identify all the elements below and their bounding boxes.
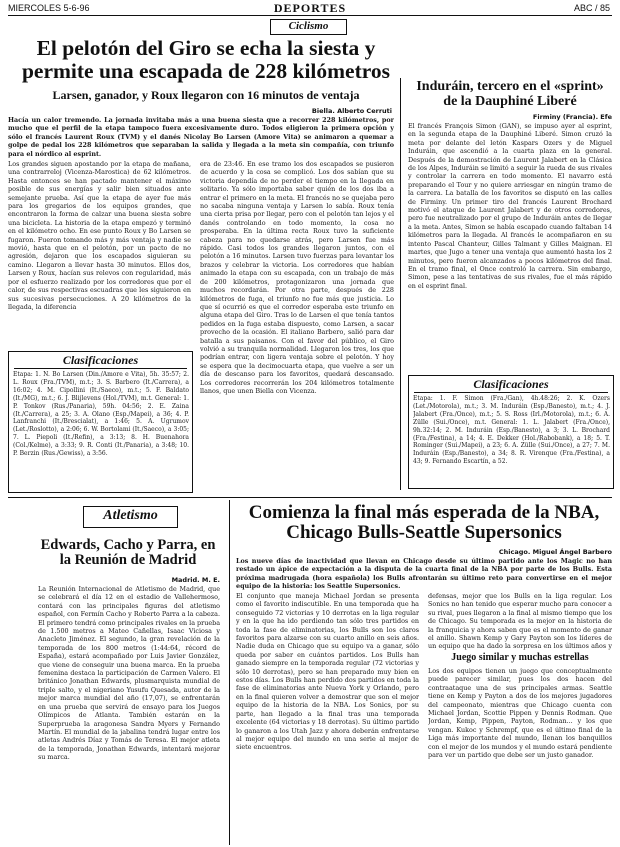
header-section: DEPORTES [273,1,347,15]
nba-col2b: Los dos equipos tienen un juego que conceptualmente puede parecer similar, pues los dos hacen del contraataque una de sus principales armas. Seattle tiene en Kemp y Payton a dos de los mejores jugadores del campeonato, mientras que Chicago cuenta con Michael Jordan, Scottie Pippen y Dennis Rodman. Que Jordan, Kemp, Pippen, Payton, Rodman... y los que vengan. Kukoc y Schrempf, que es el último final de la Liga más importante del mundo, llenan los banquillos con el mejor de los mundos y el mundo estará pendiente para ver un partido que debe ser un justo ganador. [428,667,612,760]
ciclismo-headline: El pelotón del Giro se echa la siesta y permite una escapada de 228 kilómetros [21,36,391,83]
ciclismo-classif-title: Clasificaciones [62,353,139,367]
indurain-body: El francés François Simon (GAN), se impuso ayer al esprint, en la segunda etapa de la Dauphiné Liberé. Simon cruzó la meta por delante del letón Kaspars Ozers y de Miguel Induráin, que ascendió a la cuarta plaza en la general. Después de la demostración de Laurent Jalabert en la Clásica de los Alpes, Induráin se limitó a seguir la rueda de sus rivales y controlar la carrera en todo momento. El navarro está preparando el Tour y no quiere arriesgar en ningún tramo de la carrera. La batalla de los favoritos se disputó en las calles de Firminy. Un primer tiro del francés Laurent Brochard motivó el ataque de Laurent Jalabert y de otros corredores, pero fue neutralizado por el grupo de Induráin antes de llegar a la meta. Antes, Simon se había escapado cuando faltaban 14 kilómetros para la llegada. Al francés le acompañaron en su intento Pascal Chanteur, Gilles Talmant y Gilles Maignan. El martes, que Jugo a tener una ventaja que aumentó hasta los 2 minutos, pero fueron alcanzados a pocos kilómetros del final. En el tramo final, el Once controló la carrera. Sin embargo, Simon, pese a las tentativas de sus rivales, fue el más rápido en el esprint final. [408,122,612,290]
indurain-headline: Induráin, tercero en el «sprint» de la Dauphiné Liberé [416,79,604,109]
indurain-byline: Firminy (Francia). Efe [532,113,612,121]
ciclismo-lead: Hacía un calor tremendo. La jornada invitaba más a una buena siesta que a recorrer 228 kilómetros, por mucho que el perfil de la etapa tampoco fuera excesivamente duro. Todos eligieron la primera opción y sólo el francés Laurent Roux (TVM) y el danés Nicolay Bo Larsen (Amore Vita) se animaron a quemar a golpe de pedal los 228 kilómetros que separaban la salida y llegada a la meta sin compañía, con triunfo para el nórdico al esprint. [8,116,394,158]
ciclismo-subhead: Larsen, ganador, y Roux llegaron con 16 minutos de ventaja [52,88,360,102]
section-divider [8,497,612,498]
nba-byline: Chicago. Miguel Ángel Barbero [498,548,612,556]
atletismo-byline: Madrid. M. E. [171,576,220,584]
nba-col2: defensas, mejor que los Bulls en la liga regular. Los Sonics no han tenido que esperar mucho para conocer a su rival, pues llegaron a la final al mismo tiempo que los de Chicago. Su temporada es la mejor en la historia de la franquicia y ahora saben que es el momento de ganar el anillo. Shawn Kemp y Gary Payton son los líderes de un equipo que ha dado la sorpresa en los últimos años y [428,592,612,650]
nba-headline: Comienza la final más esperada de la NBA, Chicago Bulls-Seattle Supersonics [248,502,600,543]
atletismo-section-label: Atletismo [103,508,158,523]
ciclismo-classif-text: Etapa: 1. N. Bo Larsen (Din./Amore e Vita), 5h. 35:57; 2. L. Roux (Fra./TVM), m.t.; 3. S. Barbero (It./Carrera), a 16:02; 4. M. Cipollini (It./Saeco), m.t.; 5. F. Baldato (It./MG), m.t.; 6. J. Blijlevens (Hol./TVM), m.t. General: 1. P. Tonkov (Rus./Panaria), 59h. 04:56; 2. E. Zaina (It./Carrera), a 25; 3. A. Olano (Esp./Mapei), a 36; 4. P. Lanfranchi (It./Brescialat), a 1:46; 5. A. Ugrumov (Let./Roslotto), a 2:06; 6. W. Bortolami (It./Saeco), a 3:05; 7. L. Piepoli (It./Refin), a 3:13; 8. H. Buenahora (Col./Kelme), a 3:33; 9. R. Conti (It./Panaria), a 3:48; 10. P. Berzin (Rus./Gewiss), a 3:56. [13,371,189,458]
ciclismo-classif-rule [14,368,187,369]
indurain-classif-title: Clasificaciones [473,377,549,391]
indurain-classif-text: Etapa: 1. F. Simon (Fra./Gan), 4h.48:26; 2. K. Ozers (Let./Motorola), m.t.; 3. M. Induráin (Esp./Banesto), m.t.; 4. J. Jalabert (Fra./Once), m.t.; 5. S. Ross (Irl./Motorola), m.t.; 6. A. Zülle (Sui./Once), m.t. General: 1. L. Jalabert (Fra./Once), 9h.32:14; 2. M. Induráin (Esp./Banesto), a 3; 3. L. Brochard (Fra./Festina), a 14; 4. E. Dekker (Hol./Rabobank), a 18; 5. T. Rominger (Sui./Mapei), a 23; 6. A. Zülle (Sui./Once), a 27; 7. M. Induráin (Esp./Banesto), a 34; 8. R. Virenque (Fra./Festina), a 43; 9. Fernando Escartín, a 52. [413,395,610,466]
nba-lead: Los nueve días de inactividad que llevan en Chicago desde su último partido ante los Magic no han restado un ápice de expectación a la disputa de la cuarta final de la NBA por parte de los Bulls. Esta próxima madrugada (hora española) los Bulls afrontarán su último reto para convertirse en el mejor equipo de la historia: los Seattle Supersonics. [236,557,612,591]
indurain-classif-rule [414,392,608,393]
atletismo-body: La Reunión Internacional de Atletismo de Madrid, que se celebrará el día 12 en el estadio de Vallehermoso, contará con las principales figuras del atletismo español, con Fermín Cacho y Roberto Parra a la cabeza. El primero tendrá como principales rivales en la prueba de 1.500 metros a Mateo Cañellas, Isaac Viciosa y Anacleto Jiménez. El segundo, la gran revelación de la temporada de los 800 metros (1:44:64, récord de España), estará acompañado por Luis Javier González, que viene de conseguir una buena marca. En la prueba femenina destaca la participación de Carmen Valero. El británico Jonathan Edwards, plusmarquista mundial de triple salto, y el nigeriano Yusufu Quesada, autor de la mejor marca mundial del año (17,07), se enfrentarán en una prueba que servirá de ensayo para los Juegos Olímpicos de Atlanta. También estarán en la Superprueba la aragonesa Sandra Myers y Fernando Martín. El mundial de la jabalina tendrá lugar entre los atletas Andrés Díaz y Tomás de Teresa. El mejor atleta de la temporada, Jonathan Edwards, intentará mejorar su marca. [38,585,220,762]
header-page: ABC / 85 [573,3,610,13]
atletismo-headline: Edwards, Cacho y Parra, en la Reunión de Madrid [40,537,216,569]
nba-subhead: Juego similar y muchas estrellas [451,652,589,663]
column-divider [400,78,401,490]
ciclismo-byline: Biella. Alberto Cerruti [311,107,392,115]
header-rule [8,15,612,16]
column-divider-2 [229,500,230,845]
ciclismo-col2: era de 23:46. En ese tramo los dos escapados se pusieron de acuerdo y la cosa se complicó. Los dos sabían que su victoria dependía de no perder el tiempo en la llegada en solitario. Ya sólo importaba saber quién de los dos iba a entrar el primero en la meta. El francés no se quejaba pero no sacaba ninguna ventaja y Larsen lo sabía. Roux tenía una cierta prisa por llegar, pero con el pelotón tan lejos y el danés controlando en todo momento, la cosa no prosperaba. En la última recta Roux tuvo la suficiente cabeza para no quedarse atrás, pero Larsen fue más rápido. Casi todos los grandes llegaron juntos, con el pelotón a 16 minutos. Larsen tuvo fuerzas para levantar los brazos y celebrar la victoria. Los corredores que habían animado la etapa con su escapada, con un trabajo de más de 200 kilómetros, protagonizaron una jornada que muchos recordarán. Por otra parte, después de 228 kilómetros de fuga, el triunfo no fue más que justicia. Lo que sí ocurrió es que el corredor esperaba este triunfo en alguna etapa del Giro. Tras lo de Larsen el que tenía tantos pedidos en la fuga estaba dispuesto, como Larsen, a sacar provecho de la ocasión. El italiano Barbero, salió para dar batalla a sus paisanos. Con el favor del público, el Giro volvió a su tranquila normalidad. Llegaron los tres, los que podrían entrar, con ligera ventaja sobre el pelotón. Y hoy se espera que la decimocuarta etapa, que vuelve a ser un día de descanso para los favoritos, quedará descansado. Los corredores recorrerán los 204 kilómetros totalmente llanos, que unen Biella con Vicenza. [200,160,394,395]
nba-col1: El conjunto que maneja Michael Jordan se presenta como el favorito indiscutible. En una temporada que ha conseguido 72 victorias y 10 derrotas en la liga regular y en la que ha ido perdiendo tan sólo tres partidos en toda la fase de eliminatorias, los Bulls son los claros favoritos para alzarse con su cuarto anillo en seis años. Nadie duda en Chicago que su equipo va a ganar, sólo queda por saber en cuántos partidos. Los Bulls han ganado siempre en la temporada regular (72 victorias y sólo 10 derrotas), pero se han preparado muy bien en estos días. Los Bulls han perdido dos partidos en toda la fase de eliminatorias ante Nueva York y Orlando, pero en la final quieren volver a demostrar que son el mejor equipo de la historia de la NBA. Los Sonics, por su parte, han llegado a la final tras una temporada excelente (64 victorias y 18 derrotas). Su último partido lo ganaron a los Utah Jazz y ahora deberán enfrentarse al mejor equipo del mundo en una serie al mejor de siete encuentros. [236,592,419,752]
ciclismo-col1: Los grandes siguen apostando por la etapa de mañana, una contrarreloj (Vicenza-Marostica) de 62 kilómetros. Hasta entonces se han pactado mantener el máximo posible de sus energías y salir bien situados ante semejante prueba. Así que la etapa de ayer fue más para los gregarios de los equipos grandes, que encontraron la forma de calzar una buena siesta sobre una bicicleta. La historia de la etapa empezó y terminó en el kilómetro ocho. En ese punto Roux y Bo Larsen se fugaron. Fueron tomando más y más ventaja y nadie se movió, hasta que en el pelotón, por un pacto de no agresión, dejaron que los escapados siguieran su camino. Llegaron a llevar hasta 30 minutos. Ellos dos, Larsen y Roux, hacían sus relevos con regularidad, más por el esfuerzo realizado por los corredores que por el calor, de sus respectivas escuadras que les siguieron en sus sucesivas persecuciones. A 20 kilómetros de la llegada, la diferencia [8,160,191,311]
ciclismo-section-label: Ciclismo [288,20,329,32]
header-date: MIERCOLES 5-6-96 [8,3,90,13]
